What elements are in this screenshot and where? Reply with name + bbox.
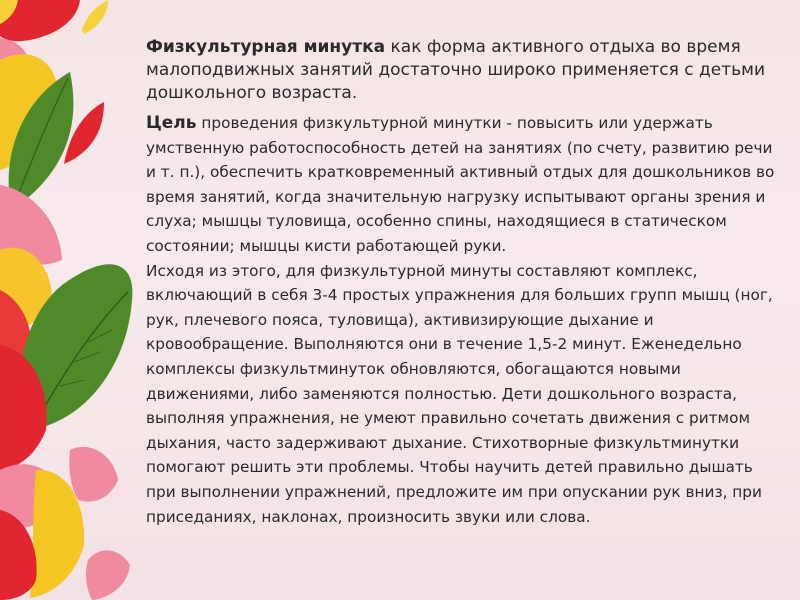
intro-lead: Физкультурная минутка: [146, 37, 386, 57]
pink-leaf-right-lower: [69, 447, 118, 502]
intro-paragraph: [146, 36, 786, 105]
goal-paragraph: [146, 111, 786, 259]
pink-leaf-bottom: [86, 550, 130, 600]
goal-text: проведения физкультурной минутки - повысить или удержать умственную работоспособность детей на занятиях (по счету, развитию речи и т. п.), обеспечить кратковременный активный отдых для дошкольников во время занятий, когда значительную нагрузку испытывают органы зрения и слуха; мышцы туловища, особенно спины, находящиеся в статическом состоянии; мышцы кисти работающей руки.: [146, 114, 775, 255]
yellow-leaf-small-top: [82, 0, 108, 34]
complex-paragraph: Исходя из этого, для физкультурной минуты составляют комплекс, включающий в себя 3-4 простых упражнения для больших групп мышц (ног, рук, плечевого пояса, туловища), активизирующие дыхание и кровообращение. Выполняются они в течение 1,5-2 минут. Еженедельно комплексы физкультминуток обновляются, обогащаются новыми движениями, либо заменяются полностью. Дети дошкольного возраста, выполняя упражнения, не умеют правильно сочетать движения с ритмом дыхания, часто задерживают дыхание. Стихотворные физкультминутки помогают решить эти проблемы. Чтобы научить детей правильно дышать при выполнении упражнений, предложите им при опускании рук вниз, при приседаниях, наклонах, произносить звуки или слова.: [146, 261, 773, 526]
autumn-leaves-decoration: [0, 0, 140, 600]
text-block: [146, 36, 786, 529]
intro-text: как форма активного отдыха во время малоподвижных занятий достаточно широко применяется с детьми дошкольного возраста.: [146, 37, 765, 103]
goal-lead: Цель: [146, 113, 197, 133]
